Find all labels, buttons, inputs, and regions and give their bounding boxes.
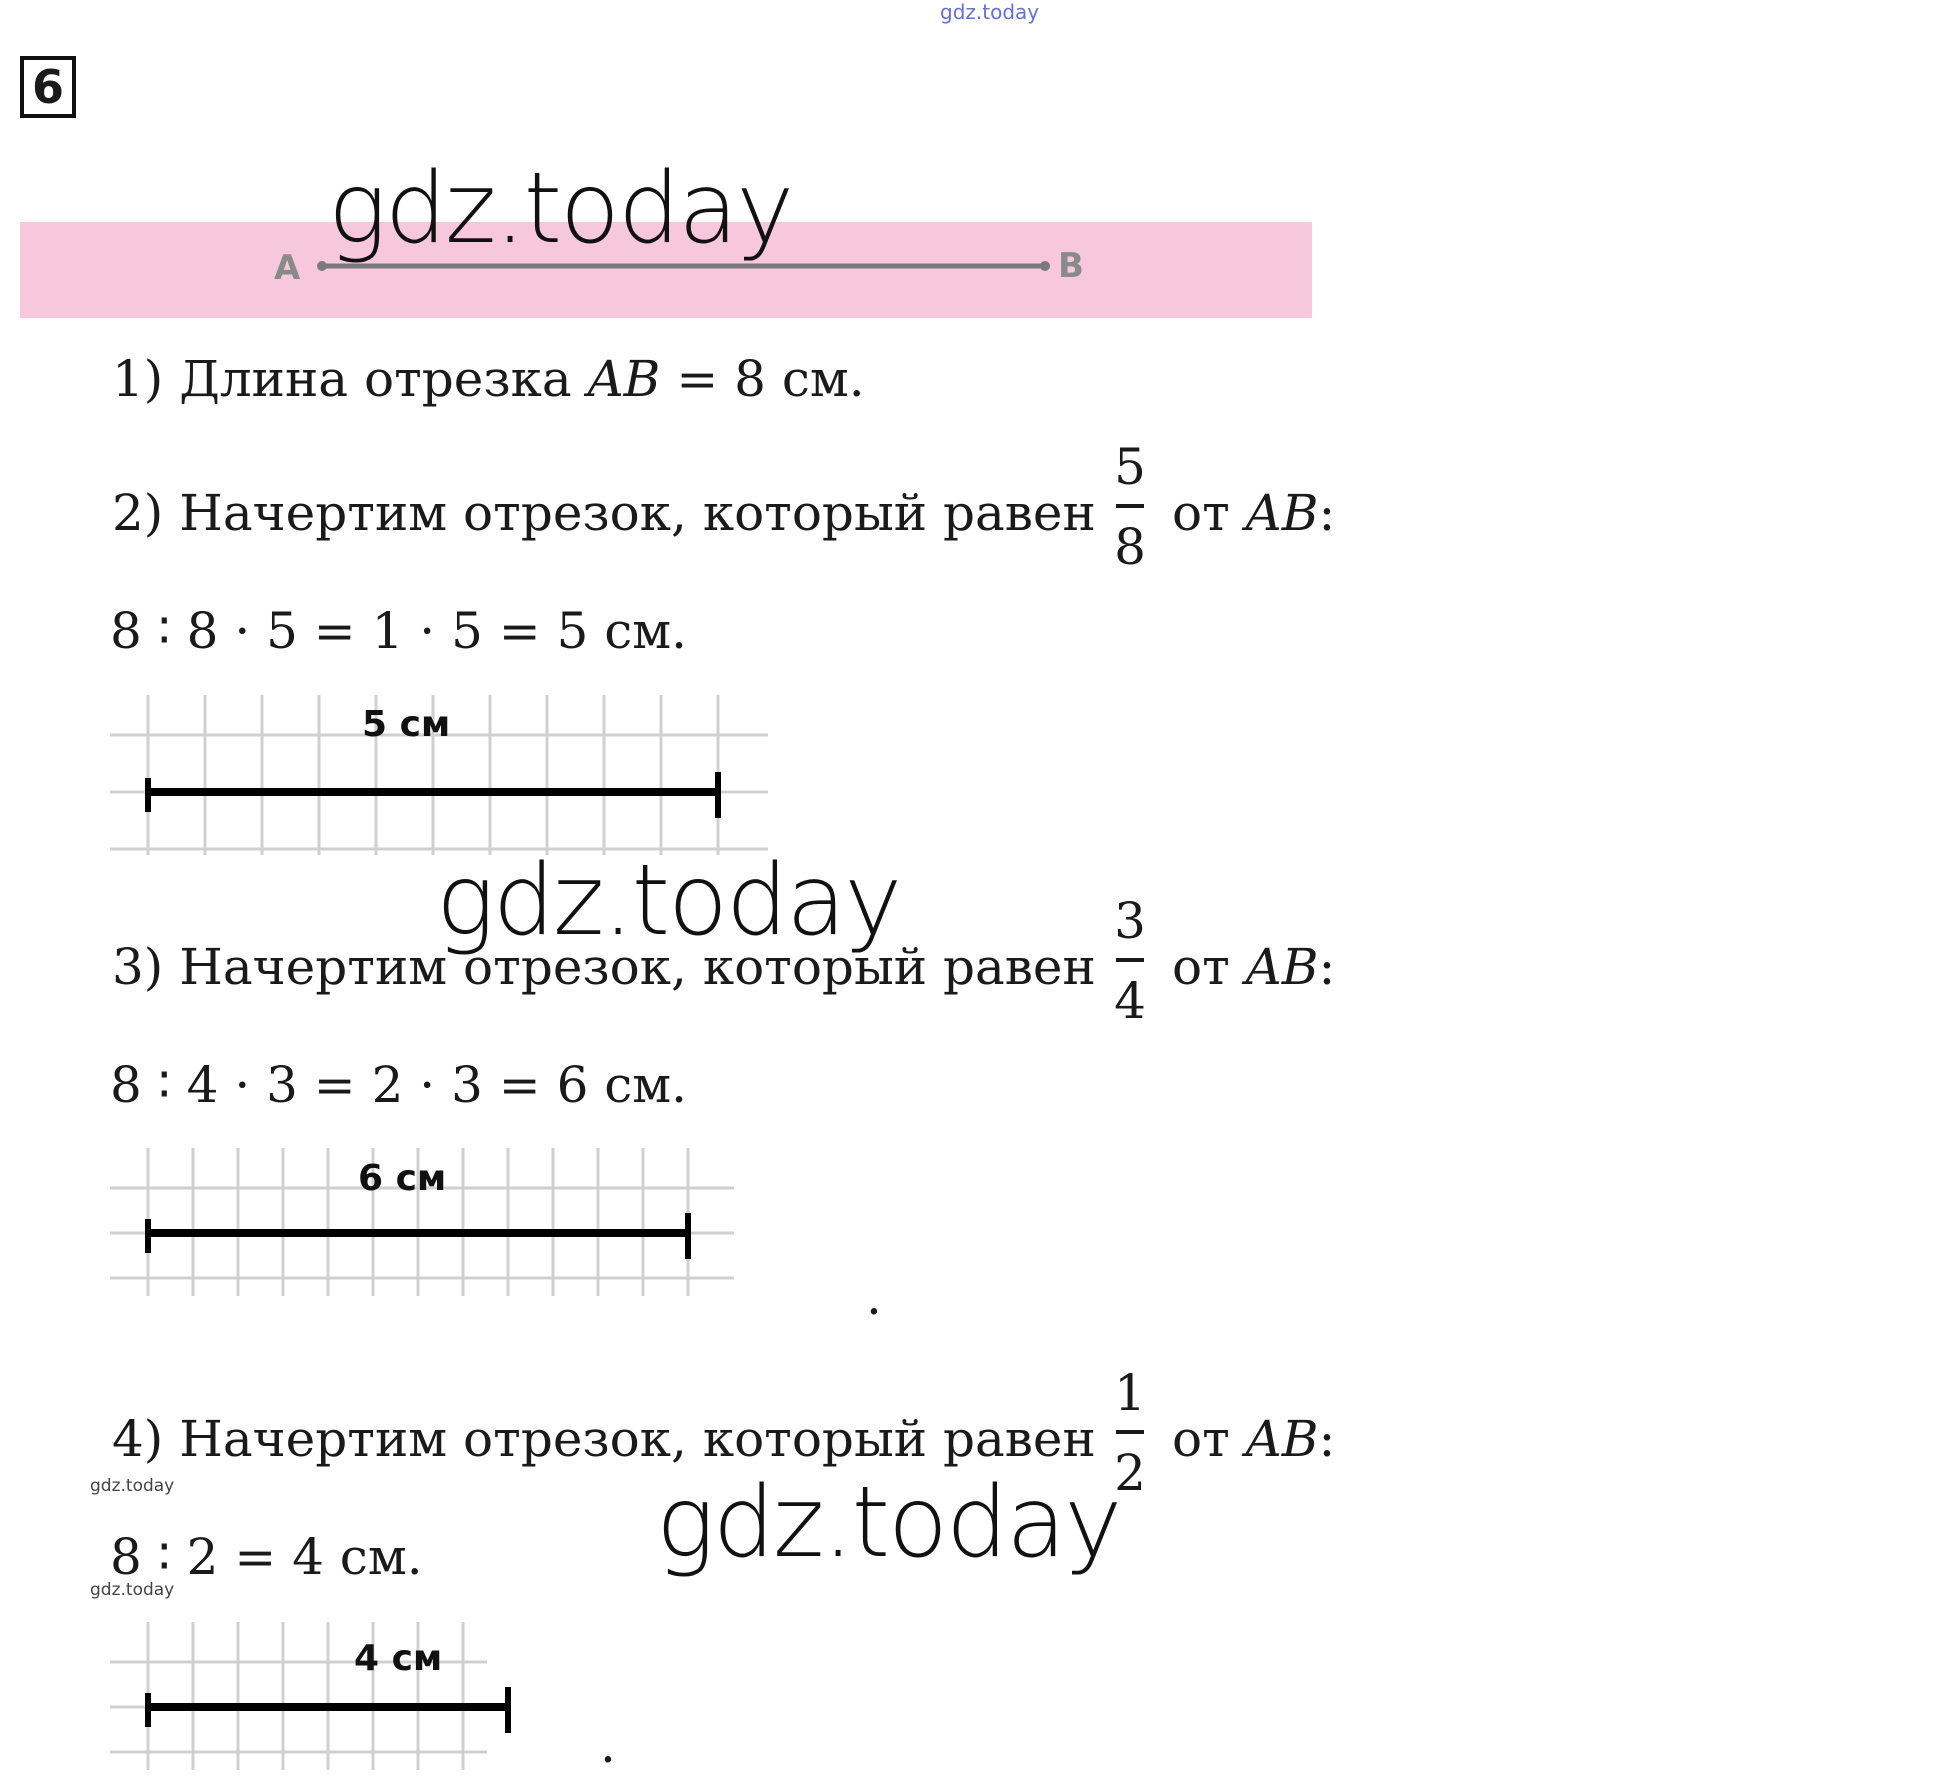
step-3-text: 3) Начертим отрезок, который равен [112, 938, 1096, 996]
step-4-suffix: от AB: [1172, 1410, 1336, 1468]
point-b-label: B [1058, 246, 1084, 286]
step-4-end-mark: . [600, 1716, 616, 1774]
watermark-large-3: gdz.today [656, 1466, 1121, 1580]
segment-label-6cm: 6 см [358, 1158, 447, 1199]
grid-segment-6cm [110, 1148, 880, 1318]
step-2-calc: 8 ∶ 8 · 5 = 1 · 5 = 5 см. [110, 602, 688, 660]
watermark-top: gdz.today [940, 0, 1040, 24]
watermark-large-2: gdz.today [436, 844, 901, 958]
step-4-text: 4) Начертим отрезок, который равен [112, 1410, 1096, 1468]
step-1-text: 1) Длина отрезка AB = 8 см. [112, 350, 865, 408]
watermark-small-2: gdz.today [90, 1580, 175, 1600]
segment-label-4cm: 4 см [354, 1638, 443, 1679]
watermark-large-1: gdz.today [328, 152, 793, 266]
step-4-calc: 8 ∶ 2 = 4 см. [110, 1528, 423, 1586]
point-a-label: A [274, 248, 301, 288]
step-2-text: 2) Начертим отрезок, который равен [112, 484, 1096, 542]
watermark-small-1: gdz.today [90, 1476, 175, 1496]
step-3-end-mark: . [866, 1268, 882, 1326]
task-number: 6 [20, 56, 76, 118]
step-2-suffix: от AB: [1172, 484, 1336, 542]
step-3-suffix: от AB: [1172, 938, 1336, 996]
step-3-calc: 8 ∶ 4 · 3 = 2 · 3 = 6 см. [110, 1056, 688, 1114]
segment-label-5cm: 5 см [362, 704, 451, 745]
